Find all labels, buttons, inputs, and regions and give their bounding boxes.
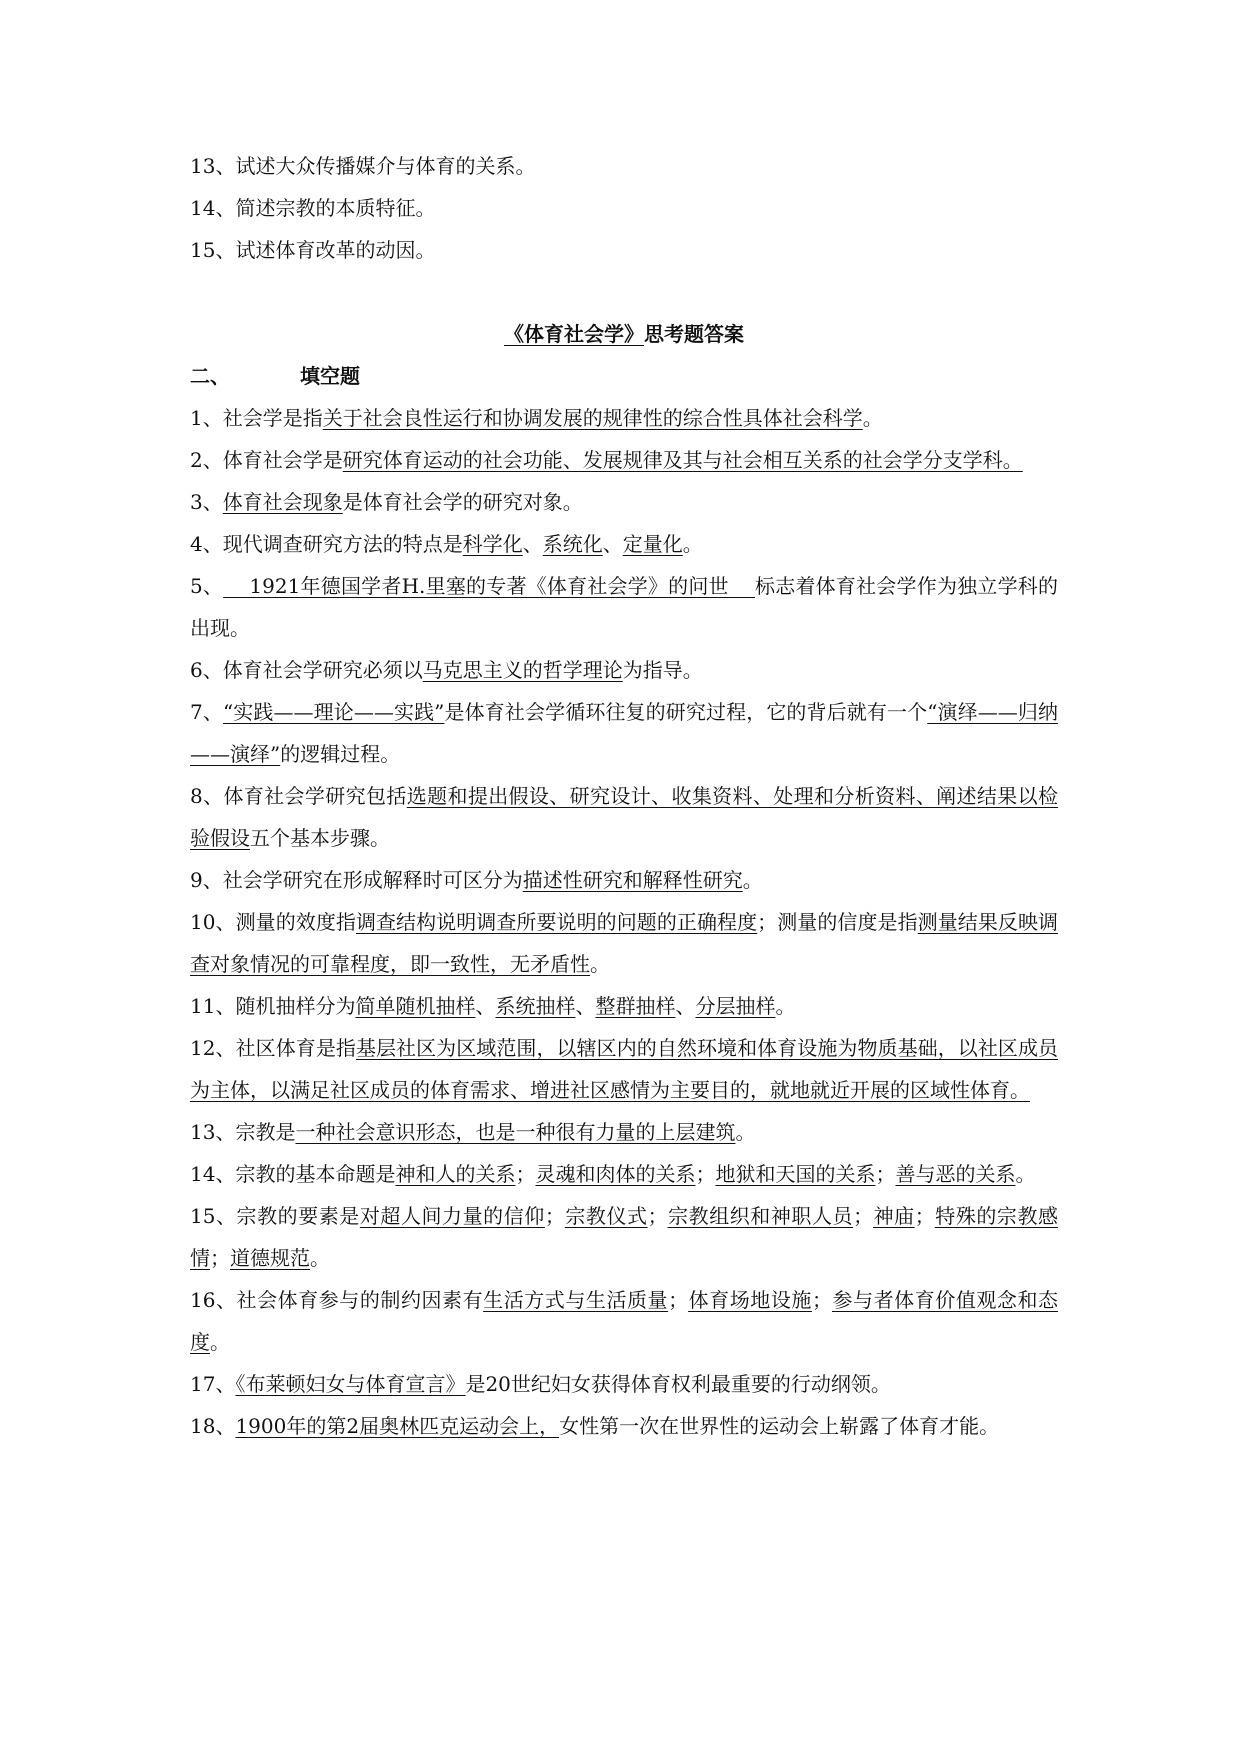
answer-blank: 体育场地设施 (688, 1288, 812, 1312)
answer-blank: 调查结构说明调查所要说明的问题的正确程度 (355, 910, 758, 934)
answer-text: 6、体育社会学研究必须以 (190, 658, 423, 682)
answer-item (190, 1195, 1058, 1279)
answer-text: 、 (522, 532, 543, 556)
answer-text: 。 (742, 868, 763, 892)
answer-text: ； (853, 1204, 874, 1228)
answer-text: 为指导。 (622, 658, 703, 682)
answer-blank: 关于社会良性运行和协调发展的规律性的综合性具体社会科学 (322, 406, 863, 430)
answer-text: 。 (775, 994, 796, 1018)
answer-text: 标志着体育社会学作为独立学科的出现。 (190, 574, 1058, 640)
answer-text: 。 (682, 532, 703, 556)
answer-item (190, 775, 1058, 859)
answer-item (190, 649, 1058, 691)
answer-item (190, 523, 1058, 565)
answer-text: 4、现代调查研究方法的特点是 (190, 532, 463, 556)
answer-text: 17、 (190, 1372, 236, 1396)
answer-blank: 整群抽样 (595, 994, 676, 1018)
answer-text: 。 (735, 1120, 756, 1144)
answer-blank: 简单随机抽样 (355, 994, 476, 1018)
answer-blank: 分层抽样 (695, 994, 776, 1018)
answer-blank: 选题和提出假设、研究设计、收集资料、处理和分析资料、阐述结果以检验假设 (190, 784, 1059, 850)
answer-blank: 《布莱顿妇女与体育宣言》 (235, 1372, 466, 1396)
title-book-name: 《体育社会学》 (504, 322, 644, 346)
question-13: 13、试述大众传播媒介与体育的关系。 (190, 154, 536, 178)
answer-text: 、 (602, 532, 623, 556)
answer-blank: 系统化 (542, 532, 603, 556)
answer-item (190, 859, 1058, 901)
answer-text: 、 (475, 994, 496, 1018)
document-title (190, 313, 1058, 355)
document-page (190, 145, 1058, 1447)
answer-text: 。 (862, 406, 883, 430)
answer-text: 1、社会学是指 (190, 406, 323, 430)
answer-text: 11、随机抽样分为 (190, 994, 356, 1018)
answer-text: 8、体育社会学研究包括 (190, 784, 407, 808)
answer-blank: “实践——理论——实践” (222, 700, 445, 724)
answer-blank: 研究体育运动的社会功能、发展规律及其与社会相互关系的社会学分支学科。 (342, 448, 1023, 472)
answer-item (190, 1405, 1058, 1447)
answer-text: 2、体育社会学是 (190, 448, 343, 472)
answer-text: ； (668, 1288, 689, 1312)
answer-text: 是体育社会学循环往复的研究过程，它的背后就有一个 (444, 700, 928, 724)
answer-text: ； (914, 1204, 935, 1228)
answer-blank: 参与者体育价值观念和态度 (190, 1288, 1059, 1354)
answer-item (190, 1153, 1058, 1195)
answer-item (190, 1111, 1058, 1153)
answer-text: 7、 (190, 700, 223, 724)
question-14: 14、简述宗教的本质特征。 (190, 196, 436, 220)
answer-text: 12、社区体育是指 (190, 1036, 356, 1060)
answer-blank: 生活方式与生活质量 (483, 1288, 669, 1312)
answer-blank: 善与恶的关系 (895, 1162, 1016, 1186)
answer-text: 五个基本步骤。 (250, 826, 390, 850)
answer-blank: 特殊的宗教感情 (190, 1204, 1059, 1270)
answer-text: 10、测量的效度指 (190, 910, 356, 934)
answer-blank: 马克思主义的哲学理论 (422, 658, 623, 682)
answer-blank: 灵魂和肉体的关系 (535, 1162, 696, 1186)
answer-text: ； (544, 1204, 565, 1228)
answer-blank: 测量结果反映调查对象情况的可靠程度，即一致性，无矛盾性 (190, 910, 1059, 976)
section-number: 二、 (190, 364, 230, 388)
answer-item (190, 397, 1058, 439)
answer-text: ； (875, 1162, 896, 1186)
answer-blank: 系统抽样 (495, 994, 576, 1018)
answer-blank: “演绎——归纳——演绎” (190, 700, 1059, 766)
answer-text: 15、宗教的要素是 (190, 1204, 360, 1228)
answer-item (190, 901, 1058, 985)
answer-text: 14、宗教的基本命题是 (190, 1162, 396, 1186)
answer-text: 18、 (190, 1414, 236, 1438)
answer-blank: 科学化 (462, 532, 523, 556)
answer-text: 是体育社会学的研究对象。 (342, 490, 583, 514)
answer-text: 5、 (190, 574, 224, 598)
answer-text: ； (811, 1288, 832, 1312)
answer-blank: 一种社会意识形态，也是一种很有力量的上层建筑 (295, 1120, 736, 1144)
question-15: 15、试述体育改革的动因。 (190, 238, 436, 262)
section-label: 填空题 (300, 364, 360, 388)
answer-blank: 神庙 (873, 1204, 915, 1228)
answer-text: 13、宗教是 (190, 1120, 296, 1144)
answer-blank: 地狱和天国的关系 (715, 1162, 876, 1186)
answer-blank: 宗教组织和神职人员 (667, 1204, 854, 1228)
answer-text: 。 (310, 1246, 330, 1270)
answer-blank: 1900年的第2届奥林匹克运动会上， (235, 1414, 560, 1438)
answer-text: 。 (210, 1330, 230, 1354)
answer-text: 女性第一次在世界性的运动会上崭露了体育才能。 (559, 1414, 1000, 1438)
answer-text: ；测量的信度是指 (757, 910, 918, 934)
answer-blank: 神和人的关系 (395, 1162, 516, 1186)
answer-text: 、 (675, 994, 696, 1018)
answer-blank: 1921年德国学者H.里塞的专著《体育社会学》的问世 (223, 574, 756, 598)
answer-blank: 基层社区为区域范围，以辖区内的自然环境和体育设施为物质基础，以社区成员为主体，以满足社区成员的体育需求、增进社区感情为主要目的，就地就近开展的区域性体育。 (190, 1036, 1058, 1102)
answer-blank: 定量化 (622, 532, 683, 556)
answer-list (190, 397, 1058, 1447)
answer-text: ； (210, 1246, 230, 1270)
answer-text: 、 (575, 994, 596, 1018)
answer-item (190, 691, 1058, 775)
answer-item (190, 1279, 1058, 1363)
answer-text: 9、社会学研究在形成解释时可区分为 (190, 868, 523, 892)
answer-text: 是20世纪妇女获得体育权利最重要的行动纲领。 (465, 1372, 891, 1396)
answer-text: ； (647, 1204, 668, 1228)
answer-text: 3、 (190, 490, 223, 514)
answer-text: 。 (1015, 1162, 1036, 1186)
answer-blank: 道德规范 (230, 1246, 310, 1270)
answer-item (190, 481, 1058, 523)
answer-item (190, 439, 1058, 481)
answer-text: 。 (590, 952, 610, 976)
title-suffix: 思考题答案 (644, 322, 744, 346)
answer-item (190, 565, 1058, 649)
answer-text: ； (695, 1162, 716, 1186)
answer-text: 的逻辑过程。 (280, 742, 401, 766)
answer-item (190, 985, 1058, 1027)
answer-blank: 体育社会现象 (222, 490, 343, 514)
answer-blank: 描述性研究和解释性研究 (522, 868, 743, 892)
section-heading (190, 355, 1058, 397)
answer-text: ； (515, 1162, 536, 1186)
answer-item (190, 1363, 1058, 1405)
answer-blank: 对超人间力量的信仰 (359, 1204, 545, 1228)
answer-text: 16、社会体育参与的制约因素有 (190, 1288, 484, 1312)
answer-blank: 宗教仪式 (564, 1204, 648, 1228)
answer-item (190, 1027, 1058, 1111)
